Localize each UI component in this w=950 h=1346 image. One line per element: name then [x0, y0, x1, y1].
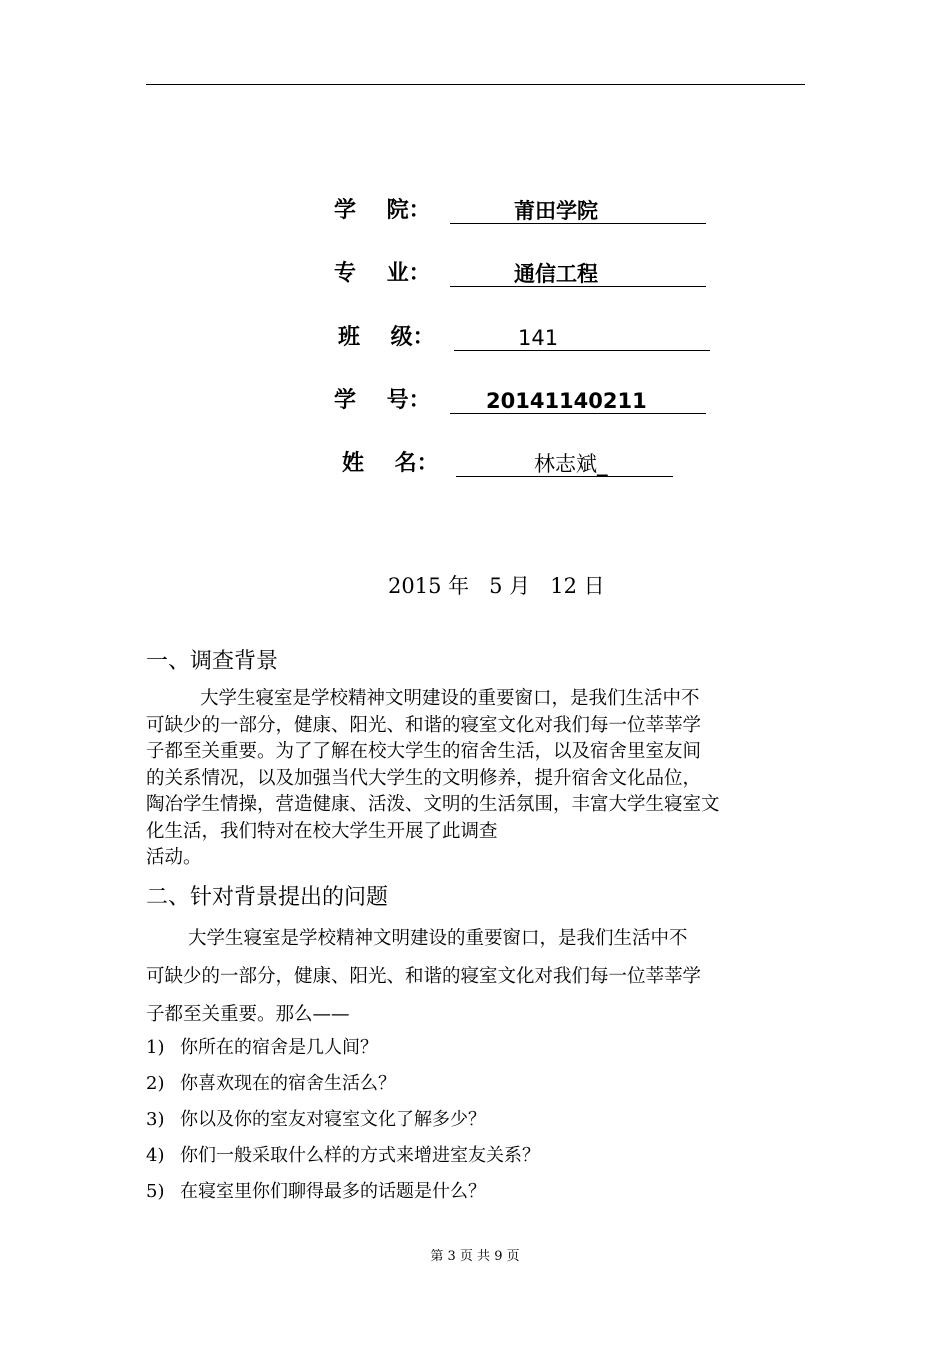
question-number: 1): [146, 1037, 165, 1058]
section2-paragraph: [146, 920, 806, 1034]
major-label: 专 业：: [334, 261, 431, 286]
college-label: 学 院：: [334, 198, 431, 223]
paragraph-line: 陶冶学生情操，营造健康、活泼、文明的生活氛围，丰富大学生寝室文: [146, 794, 720, 815]
paragraph-line: 子都至关重要。那么——: [146, 1004, 350, 1025]
list-item: [146, 1066, 806, 1102]
report-date: 2015 年 5 月 12 日: [388, 574, 605, 598]
info-row-student-id: [334, 383, 714, 419]
question-text: 你们一般采取什么样的方式来增进室友关系？: [180, 1145, 540, 1166]
class-value: 141: [518, 326, 559, 350]
name-value: 林志斌_: [534, 452, 608, 476]
question-text: 你以及你的室友对寝室文化了解多少？: [180, 1109, 486, 1130]
info-row-name: [342, 446, 722, 482]
paragraph-line: 可缺少的一部分，健康、阳光、和谐的寝室文化对我们每一位莘莘学: [146, 714, 702, 736]
paragraph-line: 大学生寝室是学校精神文明建设的重要窗口，是我们生活中不: [188, 928, 688, 949]
class-label: 班 级：: [338, 325, 435, 350]
list-item: [146, 1174, 806, 1210]
question-text: 在寝室里你们聊得最多的话题是什么？: [180, 1181, 486, 1202]
paragraph-line: 子都至关重要。为了了解在校大学生的宿舍生活，以及宿舍里室友间: [146, 741, 702, 762]
info-row-college: [334, 193, 714, 229]
header-rule: [146, 84, 805, 85]
student-id-value: 20141140211: [486, 389, 647, 413]
page-footer: 第 3 页 共 9 页: [430, 1249, 520, 1264]
question-number: 3): [146, 1109, 165, 1130]
question-text: 你喜欢现在的宿舍生活么？: [180, 1073, 396, 1094]
paragraph-line: 的关系情况，以及加强当代大学生的文明修养，提升宿舍文化品位，: [146, 767, 702, 789]
list-item: [146, 1102, 806, 1138]
major-value: 通信工程: [514, 262, 598, 286]
paragraph-line: 大学生寝室是学校精神文明建设的重要窗口，是我们生活中不: [200, 688, 700, 709]
info-row-major: [334, 256, 714, 292]
list-item: [146, 1030, 806, 1066]
section1-paragraph: [146, 686, 806, 872]
class-underline: [454, 350, 710, 351]
section1-heading: 一、调查背景: [146, 649, 279, 674]
info-row-class: [338, 320, 718, 356]
paragraph-line: 化生活，我们特对在校大学生开展了此调查: [146, 820, 498, 842]
college-value: 莆田学院: [514, 199, 598, 223]
question-number: 4): [146, 1145, 165, 1166]
question-number: 5): [146, 1181, 165, 1202]
question-list: [146, 1030, 806, 1210]
question-number: 2): [146, 1073, 165, 1094]
section2-heading: 二、针对背景提出的问题: [146, 885, 389, 910]
paragraph-line: 活动。: [146, 847, 202, 868]
paragraph-line: 可缺少的一部分，健康、阳光、和谐的寝室文化对我们每一位莘莘学: [146, 966, 702, 987]
list-item: [146, 1138, 806, 1174]
name-label: 姓 名：: [342, 451, 439, 476]
student-id-label: 学 号：: [334, 388, 431, 413]
question-text: 你所在的宿舍是几人间？: [180, 1037, 378, 1058]
